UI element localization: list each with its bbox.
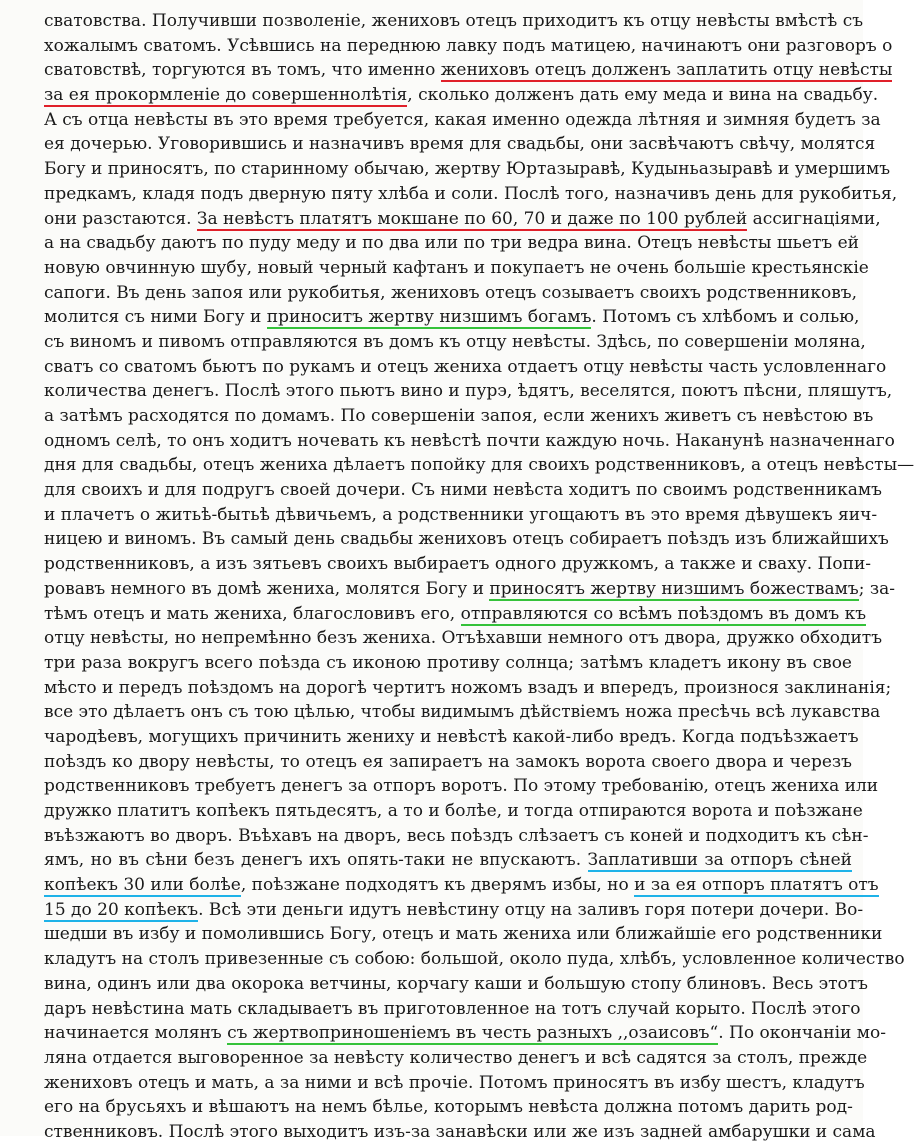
underlined-phrase-blue: Заплативши за отпоръ сѣней [587, 850, 852, 871]
text-line [44, 256, 869, 281]
text-run: А съ отца невѣсты въ это время требуется, какая именно одежда лѣтняя и зимняя будетъ за [44, 109, 881, 130]
text-run: . Потомъ съ хлѣбомъ и солью, [591, 307, 860, 328]
text-run: , сколько долженъ дать ему меда и вина на свадьбу. [407, 85, 879, 106]
text-run: ; за- [858, 578, 896, 599]
text-line [44, 58, 893, 83]
text-run: сватовствѣ, торгуются въ томъ, что именно [44, 60, 441, 81]
text-run: молится съ ними Богу и [44, 307, 267, 328]
text-line [44, 848, 852, 873]
text-run: тѣмъ отецъ и мать жениха, благословивъ его, [44, 603, 461, 624]
underlined-phrase-red: жениховъ отецъ долженъ заплатить отцу невѣсты [440, 60, 893, 81]
text-line [44, 947, 905, 972]
text-run: родственниковъ, а изъ зятьевъ своихъ выбираетъ одного дружкомъ, а также и сваху. Попи- [44, 554, 872, 575]
body-text [44, 9, 914, 1145]
text-run: шедши въ избу и помолившись Богу, отецъ и мать жениха или ближайшіе его родственники [44, 924, 883, 945]
underlined-phrase-red: За невѣстъ платятъ мокшане по 60, 70 и даже по 100 рублей [196, 208, 748, 229]
text-line [44, 1046, 868, 1071]
text-run: три раза вокругъ всего поѣзда съ иконою противу солнца; затѣмъ кладетъ икону въ свое [44, 652, 852, 673]
text-line [44, 774, 879, 799]
underlined-phrase-green: отправляются со всѣмъ поѣздомъ въ домъ къ [460, 603, 867, 624]
text-run: начинается молянъ [44, 1023, 228, 1044]
text-line [44, 9, 864, 34]
text-line [44, 972, 868, 997]
text-run: съ виномъ и пивомъ отправляются въ домъ къ отцу невѣсты. Здѣсь, по совершеніи моляна, [44, 331, 866, 352]
text-line [44, 404, 874, 429]
underlined-phrase-blue: копѣекъ 30 или болѣе [44, 875, 241, 896]
underlined-phrase-green: приносятъ жертву низшимъ божествамъ [489, 578, 859, 599]
text-run: отцу невѣсты, но непремѣнно безъ жениха. Отъѣхавши немного отъ двора, дружко обходитъ [44, 628, 883, 649]
underlined-phrase-green: приноситъ жертву низшимъ богамъ [266, 307, 592, 328]
text-line [44, 552, 872, 577]
text-line [44, 182, 898, 207]
text-line [44, 997, 861, 1022]
text-line [44, 1120, 876, 1145]
text-line [44, 626, 883, 651]
text-run: сапоги. Въ день запоя или рукобитья, жениховъ отецъ созываетъ своихъ родственниковъ, [44, 282, 857, 303]
text-run: ямъ, но въ сѣни безъ денегъ ихъ опять-таки не впускаютъ. [44, 850, 588, 871]
text-line [44, 898, 864, 923]
text-line [44, 83, 879, 108]
text-run: , поѣзжане подходятъ къ дверямъ избы, но [240, 875, 635, 896]
text-line [44, 750, 852, 775]
text-run: кладутъ на столъ привезенные съ собою: большой, около пуда, хлѣбъ, условленное количество [44, 949, 905, 970]
text-line [44, 132, 876, 157]
text-line [44, 281, 857, 306]
text-run: поѣздъ ко двору невѣсты, то отецъ ея запираетъ на замокъ ворота своего двора и черезъ [44, 751, 852, 772]
text-run: его на брусьяхъ и вѣшаютъ на немъ бѣлье, которымъ невѣста должна потомъ дарить род- [44, 1097, 853, 1118]
text-run: а затѣмъ расходятся по домамъ. По совершеніи запоя, если женихъ живетъ съ невѣстою въ [44, 406, 874, 426]
text-run: . По окончаніи мо- [718, 1023, 886, 1044]
text-run: ницею и виномъ. Въ самый день свадьбы жениховъ отецъ собираетъ поѣздъ изъ ближайшихъ [44, 529, 889, 550]
text-line [44, 157, 891, 182]
text-line [44, 429, 895, 454]
text-line [44, 799, 863, 824]
text-run: ассигнаціями, [747, 208, 881, 229]
text-line [44, 478, 882, 503]
text-line [44, 355, 887, 380]
text-run: и плачетъ о житьѣ-бытьѣ дѣвичьемъ, а родственники угощаютъ въ это время дѣвушекъ яич- [44, 504, 878, 525]
text-line [44, 1071, 865, 1096]
text-line [44, 503, 878, 528]
text-run: количества денегъ. Послѣ этого пьютъ вино и пурэ, ѣдятъ, веселятся, поютъ пѣсни, пляшутъ, [44, 381, 893, 402]
text-run: одномъ селѣ, то онъ ходитъ ночевать къ невѣстѣ почти каждую ночь. Наканунѣ назначеннаго [44, 430, 895, 451]
text-run: родственниковъ требуетъ денегъ за отпоръ воротъ. По этому требованію, отецъ жениха или [44, 776, 879, 797]
text-line [44, 602, 867, 627]
text-run: ровавъ немного въ домѣ жениха, молятся Богу и [44, 578, 490, 599]
text-line [44, 577, 896, 602]
underlined-phrase-blue: и за ея отпоръ платятъ отъ [634, 875, 879, 896]
text-run: дня для свадьбы, отецъ жениха дѣлаетъ попойку для своихъ родственниковъ, а отецъ невѣсты— [44, 455, 914, 476]
text-run: дружко платитъ копѣекъ пятьдесятъ, а то и болѣе, и тогда отпираются ворота и поѣзжане [44, 801, 863, 821]
text-line [44, 873, 879, 898]
text-run: въѣзжаютъ во дворъ. Въѣхавъ на дворъ, весь поѣздъ слѣзаетъ съ коней и подходитъ къ сѣн- [44, 825, 869, 846]
text-run: предкамъ, кладя подъ дверную пяту хлѣба и соли. Послѣ того, назначивъ день для рукобитья, [44, 183, 898, 204]
text-line [44, 108, 881, 133]
text-line [44, 453, 914, 478]
text-line [44, 379, 893, 404]
text-line [44, 1021, 886, 1046]
text-line [44, 651, 852, 676]
text-run: они разстаются. [44, 208, 197, 229]
text-run: жениховъ отецъ и мать, а за ними и всѣ прочіе. Потомъ приносятъ въ избу шестъ, кладутъ [44, 1072, 865, 1093]
text-run: новую овчинную шубу, новый черный кафтанъ и покупаетъ не очень большіе крестьянскіе [44, 257, 869, 278]
underlined-phrase-red: за ея прокормленіе до совершеннолѣтія [44, 85, 408, 106]
text-line [44, 725, 859, 750]
text-run: мѣсто и передъ поѣздомъ на дорогѣ чертитъ ножомъ взадъ и впередъ, произнося заклинанія; [44, 677, 892, 698]
text-run: сватъ со сватомъ бьютъ по рукамъ и отецъ жениха отдаетъ отцу невѣсты часть условленнаго [44, 356, 887, 377]
text-line [44, 676, 892, 701]
text-line [44, 700, 881, 725]
underlined-phrase-green: съ жертвоприношеніемъ въ честь разныхъ ,,озаисовъ“ [227, 1023, 719, 1044]
text-run: вина, одинъ или два окорока ветчины, корчагу каши и большую стопу блиновъ. Весь этотъ [44, 973, 868, 994]
text-run: сватовства. Получивши позволеніе, жениховъ отецъ приходитъ къ отцу невѣсты вмѣстѣ съ [44, 11, 864, 31]
text-line [44, 824, 869, 849]
text-line [44, 34, 893, 59]
text-line [44, 305, 860, 330]
text-line [44, 1095, 852, 1120]
text-line [44, 207, 881, 232]
text-line [44, 330, 866, 355]
text-run: даръ невѣстина мать складываетъ въ приготовленное на тотъ случай корыто. Послѣ этого [44, 998, 861, 1019]
text-run: . Всѣ эти деньги идутъ невѣстину отцу на заливъ горя потери дочери. Во- [198, 899, 864, 920]
text-run: Богу и приносятъ, по старинному обычаю, жертву Юртазыравѣ, Кудыньазыравѣ и умершимъ [44, 159, 891, 180]
text-run: чародѣевъ, могущихъ причинить жениху и невѣстѣ какой-либо вредъ. Когда подъѣзжаетъ [44, 726, 859, 747]
text-run: все это дѣлаетъ онъ съ тою цѣлью, чтобы видимымъ дѣйствіемъ ножа пресѣчь всѣ лукавства [44, 702, 881, 723]
text-run: хожалымъ сватомъ. Усѣвшись на переднюю лавку подъ матицею, начинаютъ они разговоръ о [44, 35, 893, 56]
text-run: ея дочерью. Уговорившись и назначивъ время для свадьбы, они засвѣчаютъ свѣчу, молятся [44, 134, 876, 155]
underlined-phrase-blue: 15 до 20 копѣекъ [44, 899, 199, 920]
text-line [44, 231, 859, 256]
text-run: ляна отдается выговоренное за невѣсту количество денегъ и всѣ садятся за столъ, прежде [44, 1047, 868, 1068]
text-line [44, 527, 889, 552]
text-run: ственниковъ. Послѣ этого выходитъ изъ-за занавѣски или же изъ задней амбарушки и сама [44, 1121, 876, 1142]
text-run: для своихъ и для подругъ своей дочери. Съ ними невѣста ходитъ по своимъ родственникамъ [44, 480, 882, 501]
text-line [44, 922, 883, 947]
text-run: а на свадьбу даютъ по пуду меду и по два или по три ведра вина. Отецъ невѣсты шьетъ ей [44, 233, 859, 254]
